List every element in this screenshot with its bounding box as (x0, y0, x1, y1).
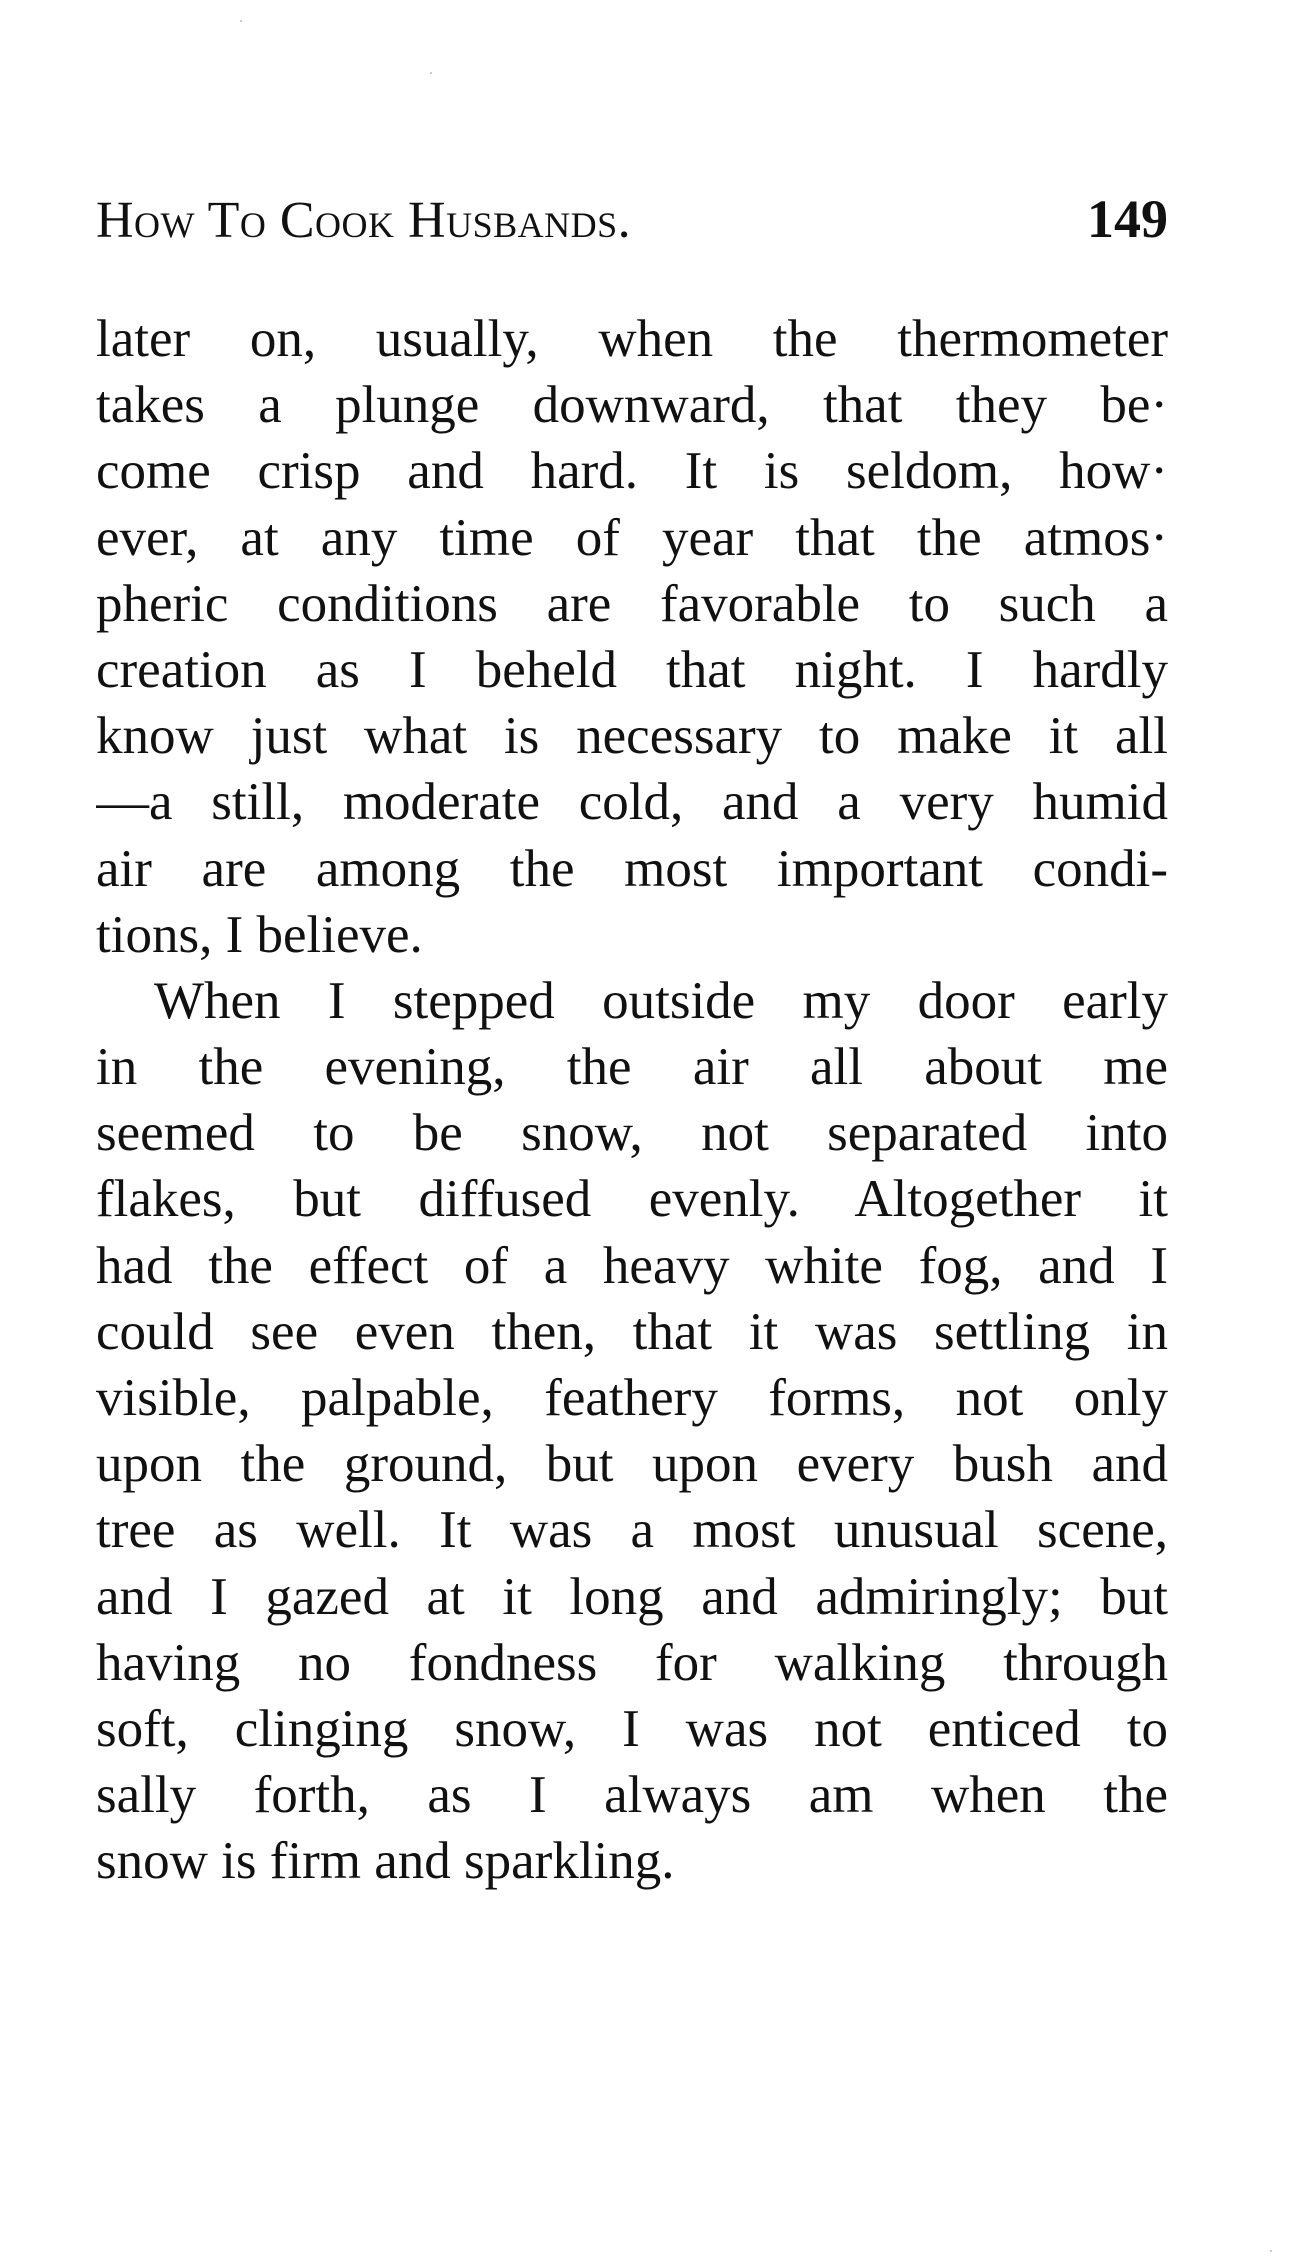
text-line: and I gazed at it long and admiringly; but (96, 1567, 1168, 1626)
text-line: ever, at any time of year that the atmos· (96, 508, 1168, 567)
text-line: having no fondness for walking through (96, 1633, 1168, 1692)
paper-speck (430, 72, 432, 74)
text-line: When I stepped outside my door early (154, 971, 1168, 1030)
running-head: How To Cook Husbands. (96, 192, 632, 249)
paper-speck (240, 20, 242, 22)
text-line: pheric conditions are favorable to such a (96, 574, 1168, 633)
text-line: tree as well. It was a most unusual scene, (96, 1501, 1168, 1560)
text-line: had the effect of a heavy white fog, and I (96, 1236, 1168, 1295)
paper-speck (1270, 2250, 1272, 2252)
body-text (96, 306, 1168, 1895)
text-line: snow is firm and sparkling. (96, 1832, 675, 1891)
text-line: air are among the most important condi- (96, 839, 1168, 898)
page-number: 149 (1087, 189, 1168, 249)
text-line: seemed to be snow, not separated into (96, 1104, 1168, 1163)
text-line: upon the ground, but upon every bush and (96, 1435, 1168, 1494)
text-line: later on, usually, when the thermometer (96, 310, 1168, 368)
text-line: soft, clinging snow, I was not enticed to (96, 1699, 1168, 1758)
text-line: sally forth, as I always am when the (96, 1766, 1168, 1825)
text-line: in the evening, the air all about me (96, 1038, 1168, 1097)
text-line: tions, I believe. (96, 905, 423, 964)
text-line: takes a plunge downward, that they be· (96, 376, 1168, 435)
text-line: creation as I beheld that night. I hardly (96, 640, 1168, 699)
text-line: could see even then, that it was settling in (96, 1302, 1168, 1361)
paragraph-1 (96, 306, 1168, 968)
text-line: visible, palpable, feathery forms, not only (96, 1369, 1168, 1427)
page-header (96, 188, 1168, 268)
text-line: know just what is necessary to make it all (96, 707, 1168, 766)
text-line: come crisp and hard. It is seldom, how· (96, 442, 1168, 501)
text-line: —a still, moderate cold, and a very humid (96, 773, 1168, 832)
text-line: flakes, but diffused evenly. Altogether it (96, 1170, 1168, 1229)
paragraph-2 (96, 968, 1168, 1895)
